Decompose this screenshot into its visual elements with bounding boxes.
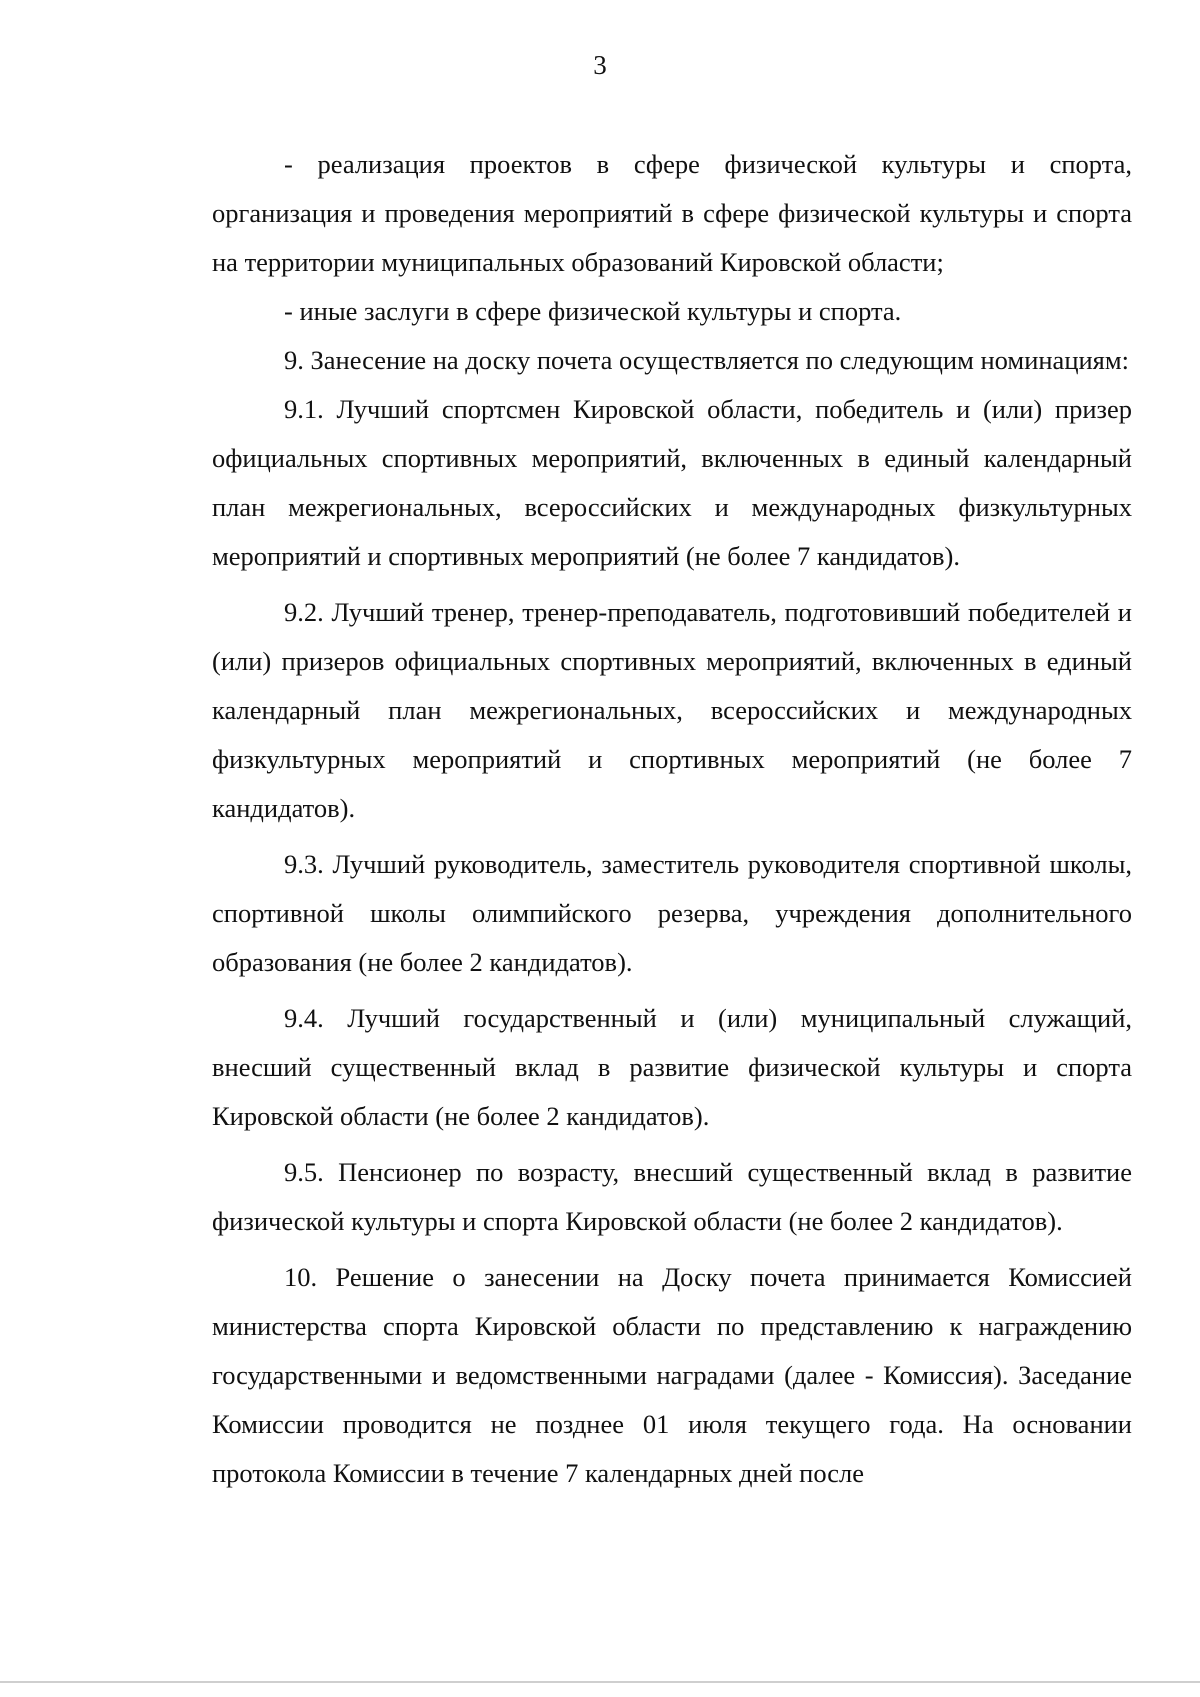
paragraph-other-merits-bullet: - иные заслуги в сфере физической культуры и спорта. — [284, 296, 902, 326]
document-body — [212, 140, 1132, 1498]
paragraph-projects-bullet: - реализация проектов в сфере физической культуры и спорта, организация и проведения мероприятий в сфере физической культуры и спорта на территории муниципальных образований Кировской области; — [212, 149, 1132, 277]
paragraph-9-3-best-head: 9.3. Лучший руководитель, заместитель руководителя спортивной школы, спортивной школы олимпийского резерва, учреждения дополнительного образования (не более 2 кандидатов). — [212, 849, 1132, 977]
paragraph-10-decision: 10. Решение о занесении на Доску почета принимается Комиссией министерства спорта Кировской области по представлению к награждению государственными и ведомственными наградами (далее - Комиссия). Заседание Комиссии проводится не позднее 01 июля текущего года. На основании протокола Комиссии в течение 7 календарных дней после — [212, 1262, 1132, 1488]
page-bottom-border — [0, 1681, 1200, 1683]
paragraph-9-nominations: 9. Занесение на доску почета осуществляется по следующим номинациям: — [284, 345, 1129, 375]
page-number: 3 — [593, 50, 607, 80]
paragraph-9-2-best-coach: 9.2. Лучший тренер, тренер-преподаватель, подготовивший победителей и (или) призеров официальных спортивных мероприятий, включенных в единый календарный план межрегиональных, всероссийских и международных физкультурных мероприятий и спортивных мероприятий (не более 7 кандидатов). — [212, 597, 1132, 823]
paragraph-9-1-best-athlete: 9.1. Лучший спортсмен Кировской области, победитель и (или) призер официальных спортивных мероприятий, включенных в единый календарный план межрегиональных, всероссийских и международных физкультурных мероприятий и спортивных мероприятий (не более 7 кандидатов). — [212, 394, 1132, 571]
paragraph-9-4-best-official: 9.4. Лучший государственный и (или) муниципальный служащий, внесший существенный вклад в развитие физической культуры и спорта Кировской области (не более 2 кандидатов). — [212, 1003, 1132, 1131]
paragraph-9-5-pensioner: 9.5. Пенсионер по возрасту, внесший существенный вклад в развитие физической культуры и спорта Кировской области (не более 2 кандидатов). — [212, 1157, 1132, 1236]
